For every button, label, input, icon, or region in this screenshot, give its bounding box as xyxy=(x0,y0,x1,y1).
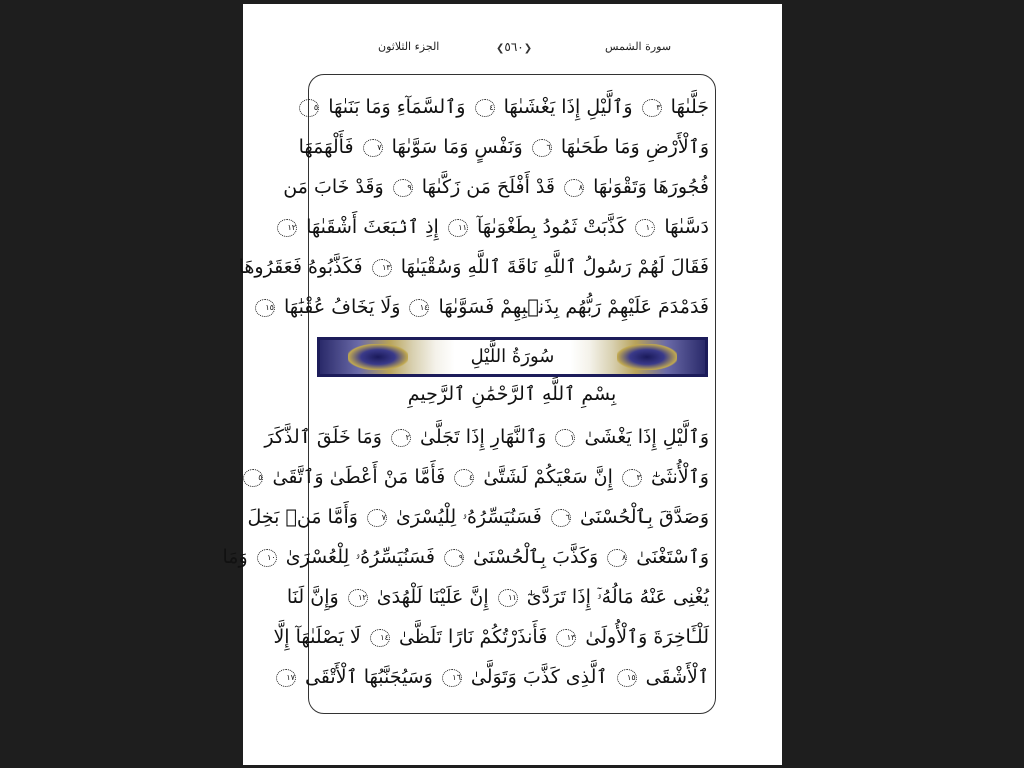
ayah-number-marker-icon: ١١ xyxy=(448,219,468,237)
ayah-number-marker-icon: ٨ xyxy=(564,179,584,197)
verse-text: وَكَذَّبَ بِٱلْحُسْنَىٰ xyxy=(473,546,599,568)
ornament-right-icon: ❯ xyxy=(496,43,505,54)
ayah-number-marker-icon: ٥ xyxy=(243,469,263,487)
text-line xyxy=(286,579,709,619)
verse-text: فَسَنُيَسِّرُهُۥ لِلْعُسْرَىٰ xyxy=(285,546,435,568)
verse-text: جَلَّىٰهَا xyxy=(670,96,709,118)
verse-text: فَأَمَّا مَنْ أَعْطَىٰ وَٱتَّقَىٰ xyxy=(272,466,446,488)
page-number xyxy=(496,40,532,54)
verse-text: وَٱلَّيْلِ إِذَا يَغْشَىٰهَا xyxy=(503,96,633,118)
ayah-number-marker-icon: ٦ xyxy=(532,139,552,157)
verse-text: إِنَّ سَعْيَكُمْ لَشَتَّىٰ xyxy=(483,466,613,488)
surah-label: سورة الشمس xyxy=(605,40,672,53)
ayah-number-marker-icon: ١٣ xyxy=(372,259,392,277)
verse-text: وَٱسْتَغْنَىٰ xyxy=(636,546,709,568)
ayah-number-marker-icon: ٥ xyxy=(299,99,319,117)
ayah-number-marker-icon: ١١ xyxy=(498,589,518,607)
verse-text: يُغْنِى عَنْهُ مَالُهُۥٓ إِذَا تَرَدَّىٰٓ xyxy=(526,586,709,608)
verse-text: وَصَدَّقَ بِٱلْحُسْنَىٰ xyxy=(579,506,709,528)
verse-text: فَقَالَ لَهُمْ رَسُولُ ٱللَّهِ نَاقَةَ ٱللَّهِ وَسُقْيَىٰهَا xyxy=(400,256,709,278)
ayah-number-marker-icon: ٧ xyxy=(367,509,387,527)
surah-title-banner xyxy=(317,337,708,377)
ayah-number-marker-icon: ٩ xyxy=(393,179,413,197)
text-line xyxy=(283,169,709,209)
ayah-number-marker-icon: ١٤ xyxy=(370,629,390,647)
verse-text: فَسَنُيَسِّرُهُۥ لِلْيُسْرَىٰ xyxy=(396,506,542,528)
ayah-number-marker-icon: ٤ xyxy=(475,99,495,117)
text-line xyxy=(298,129,709,169)
text-line xyxy=(264,419,709,459)
text-line xyxy=(273,619,709,659)
verse-text: وَلَا يَخَافُ عُقْبَٰهَا xyxy=(284,296,401,318)
ayah-number-marker-icon: ١٣ xyxy=(556,629,576,647)
juz-label: الجزء الثلاثون xyxy=(378,40,440,53)
verse-text: فَدَمْدَمَ عَلَيْهِمْ رَبُّهُم بِذَنۢبِهِمْ فَسَوَّىٰهَا xyxy=(438,296,709,318)
verse-text: ٱلْأَشْقَى xyxy=(645,666,709,688)
ayah-number-marker-icon: ١٢ xyxy=(348,589,368,607)
ayah-number-marker-icon: ٩ xyxy=(444,549,464,567)
ayah-number-marker-icon: ٨ xyxy=(607,549,627,567)
text-line xyxy=(286,659,709,699)
verse-text: وَنَفْسٍ وَمَا سَوَّىٰهَا xyxy=(391,136,523,158)
ayah-number-marker-icon: ٧ xyxy=(363,139,383,157)
verse-text: وَأَمَّا مَنۢ بَخِلَ xyxy=(247,506,358,528)
surah-title: سُورَةُ اللَّيْلِ xyxy=(470,346,555,367)
text-line xyxy=(238,249,709,289)
ayah-number-marker-icon: ١٠ xyxy=(635,219,655,237)
verse-text: ٱلَّذِى كَذَّبَ وَتَوَلَّىٰ xyxy=(470,666,608,688)
mushaf-page xyxy=(222,4,782,765)
verse-text: فَأَلْهَمَهَا xyxy=(298,136,354,158)
ayah-number-marker-icon: ٣ xyxy=(622,469,642,487)
verse-text: فُجُورَهَا وَتَقْوَىٰهَا xyxy=(593,176,709,198)
ornament-left-icon: ❮ xyxy=(523,43,533,54)
ayah-number-marker-icon: ٦ xyxy=(551,509,571,527)
verse-text: وَٱلَّيْلِ إِذَا يَغْشَىٰ xyxy=(584,426,709,448)
verse-text: إِنَّ عَلَيْنَا لَلْهُدَىٰ xyxy=(376,586,489,608)
basmala: بِسْمِ ٱللَّهِ ٱلرَّحْمَٰنِ ٱلرَّحِيمِ xyxy=(407,383,617,405)
verse-text: قَدْ أَفْلَحَ مَن زَكَّىٰهَا xyxy=(421,176,555,198)
verse-text: وَٱلْأَرْضِ وَمَا طَحَىٰهَا xyxy=(560,136,709,158)
verse-text: وَمَا xyxy=(222,546,248,568)
ayah-number-marker-icon: ١٧ xyxy=(276,669,296,687)
text-line xyxy=(265,289,709,329)
surah-al-layl-text xyxy=(222,419,709,699)
verse-text: دَسَّىٰهَا xyxy=(664,216,709,238)
ayah-number-marker-icon: ١٤ xyxy=(409,299,429,317)
verse-text: وَإِنَّ لَنَا xyxy=(286,586,339,608)
page-header xyxy=(308,40,718,60)
text-line xyxy=(313,89,709,129)
ayah-number-marker-icon: ١٥ xyxy=(617,669,637,687)
ayah-number-marker-icon: ١٠ xyxy=(257,549,277,567)
surah-ash-shams-ending xyxy=(238,89,709,329)
verse-text: وَمَا خَلَقَ ٱلذَّكَرَ xyxy=(264,426,382,448)
verse-text: إِذِ ٱنۢبَعَثَ أَشْقَىٰهَا xyxy=(306,216,439,238)
ayah-number-marker-icon: ١ xyxy=(555,429,575,447)
verse-text: وَسَيُجَنَّبُهَا ٱلْأَتْقَى xyxy=(304,666,433,688)
verse-text: لَلْـَٔاخِرَةَ وَٱلْأُولَىٰ xyxy=(585,626,709,648)
text-line xyxy=(247,499,709,539)
ayah-number-marker-icon: ٣ xyxy=(642,99,662,117)
verse-text: فَكَذَّبُوهُ فَعَقَرُوهَا xyxy=(238,256,363,278)
verse-text: وَٱلْأُنثَىٰٓ xyxy=(650,466,709,488)
verse-text: لَا يَصْلَىٰهَآ إِلَّا xyxy=(273,626,361,648)
ayah-number-marker-icon: ١٦ xyxy=(442,669,462,687)
text-frame xyxy=(222,74,716,714)
ayah-number-marker-icon: ٢ xyxy=(391,429,411,447)
verse-text: فَأَنذَرْتُكُمْ نَارًا تَلَظَّىٰ xyxy=(398,626,548,648)
page-number-value: ٥٦٠ xyxy=(504,40,524,54)
ayah-number-marker-icon: ١٢ xyxy=(277,219,297,237)
text-line xyxy=(287,209,709,249)
verse-text: وَٱلسَّمَآءِ وَمَا بَنَىٰهَا xyxy=(328,96,466,118)
ayah-number-marker-icon: ١٥ xyxy=(255,299,275,317)
verse-text: وَٱلنَّهَارِ إِذَا تَجَلَّىٰ xyxy=(420,426,547,448)
text-line xyxy=(222,539,709,579)
verse-text: وَقَدْ خَابَ مَن xyxy=(283,176,384,198)
ayah-number-marker-icon: ٤ xyxy=(454,469,474,487)
verse-text: كَذَّبَتْ ثَمُودُ بِطَغْوَىٰهَآ xyxy=(476,216,627,238)
text-line xyxy=(258,459,709,499)
